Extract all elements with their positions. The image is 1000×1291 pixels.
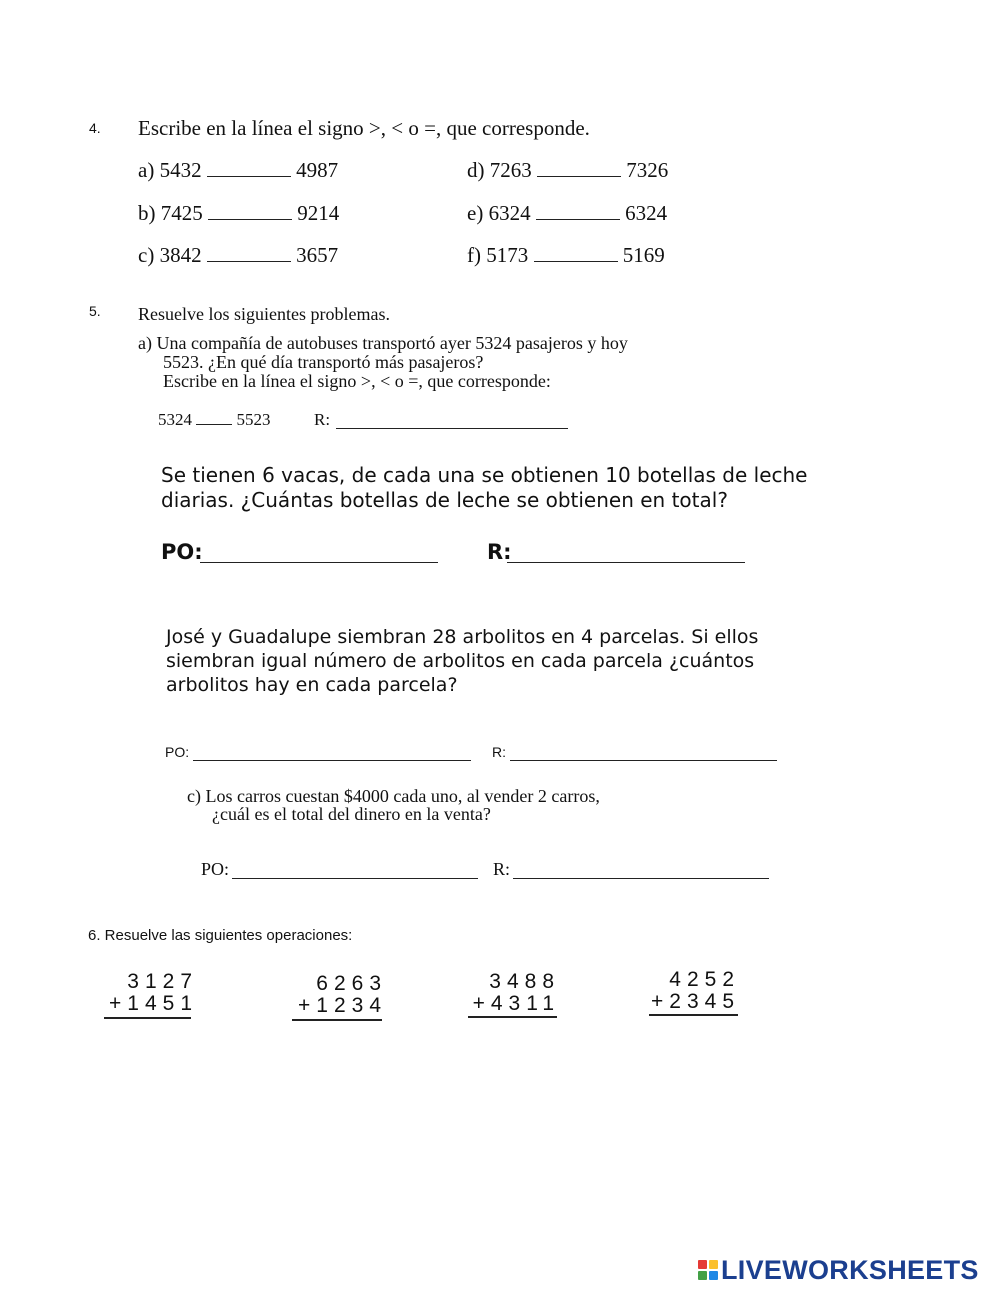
item-label: c) xyxy=(138,243,155,267)
sum-line[interactable] xyxy=(649,1014,738,1016)
problem-arbolitos-line1: José y Guadalupe siembran 28 arbolitos en 4 parcelas. Si ellos xyxy=(166,626,759,648)
q5-instruction: Resuelve los siguientes problemas. xyxy=(138,304,390,324)
problem-a-line1: a) Una compañía de autobuses transportó ayer 5324 pasajeros y hoy xyxy=(138,333,628,353)
problem-arbolitos-r-label: R: xyxy=(492,744,506,760)
answer-blank[interactable] xyxy=(534,260,618,262)
problem-arbolitos-line2: siembran igual número de arbolitos en cada parcela ¿cuántos xyxy=(166,650,755,672)
item-label: f) xyxy=(467,243,481,267)
q4-item-c xyxy=(138,243,338,268)
problem-c-r-label: R: xyxy=(493,859,511,879)
problem-vacas-line1: Se tienen 6 vacas, de cada una se obtienen 10 botellas de leche xyxy=(161,463,808,487)
right-number: 6324 xyxy=(625,201,668,225)
problem-a-answer-line[interactable] xyxy=(336,428,568,429)
q4-item-f xyxy=(467,243,665,268)
problem-c-po-line[interactable] xyxy=(232,878,478,879)
left-number: 7425 xyxy=(160,201,203,225)
logo-squares-icon xyxy=(698,1260,718,1280)
liveworksheets-logo xyxy=(698,1256,979,1284)
q4-item-d xyxy=(467,158,668,183)
problem-a-comparison xyxy=(158,410,271,430)
operation-top: 4252 xyxy=(669,968,740,991)
sign-blank[interactable] xyxy=(196,423,232,425)
logo-square xyxy=(709,1260,718,1269)
problem-arbolitos-po-label: PO: xyxy=(165,744,190,760)
q5-number: 5. xyxy=(89,303,101,319)
item-label: d) xyxy=(467,158,485,182)
operation-top: 3488 xyxy=(489,970,560,993)
right-number: 7326 xyxy=(626,158,669,182)
operation-bottom: +2345 xyxy=(651,990,740,1013)
operation-top: 3127 xyxy=(127,970,198,993)
problem-arbolitos-line3: arbolitos hay en cada parcela? xyxy=(166,674,458,696)
q4-item-b xyxy=(138,201,339,226)
problem-vacas-r-line[interactable] xyxy=(507,562,745,563)
item-label: e) xyxy=(467,201,484,225)
problem-arbolitos-po-line[interactable] xyxy=(193,760,471,761)
answer-blank[interactable] xyxy=(536,218,620,220)
item-label: b) xyxy=(138,201,156,225)
problem-vacas-po-label: PO: xyxy=(161,540,203,564)
problem-a-answer-label: R: xyxy=(314,410,331,429)
sum-line[interactable] xyxy=(468,1016,557,1018)
operation-bottom: +1234 xyxy=(298,994,387,1017)
q6-instruction: 6. Resuelve las siguientes operaciones: xyxy=(88,927,353,944)
answer-blank[interactable] xyxy=(207,260,291,262)
logo-square xyxy=(698,1271,707,1280)
operation-top: 6263 xyxy=(316,972,387,995)
left-number: 5173 xyxy=(486,243,529,267)
right-number: 5169 xyxy=(622,243,665,267)
sum-line[interactable] xyxy=(292,1019,382,1021)
left-number: 5324 xyxy=(158,410,192,429)
left-number: 6324 xyxy=(488,201,531,225)
q4-item-e xyxy=(467,201,667,226)
left-number: 5432 xyxy=(159,158,202,182)
answer-blank[interactable] xyxy=(207,175,291,177)
right-number: 4987 xyxy=(296,158,339,182)
right-number: 5523 xyxy=(236,410,271,429)
operation-bottom: +4311 xyxy=(472,992,560,1015)
problem-c-line2: ¿cuál es el total del dinero en la venta? xyxy=(212,804,491,824)
logo-text: LIVEWORKSHEETS xyxy=(721,1254,979,1285)
answer-blank[interactable] xyxy=(537,175,621,177)
problem-a-line3: Escribe en la línea el signo >, < o =, que corresponde: xyxy=(163,371,551,391)
problem-c-line1: c) Los carros cuestan $4000 cada uno, al vender 2 carros, xyxy=(187,786,600,806)
item-label: a) xyxy=(138,158,155,182)
operation-bottom: +1451 xyxy=(109,992,198,1015)
q4-item-a xyxy=(138,158,338,183)
q4-number: 4. xyxy=(89,120,101,136)
right-number: 9214 xyxy=(297,201,340,225)
answer-blank[interactable] xyxy=(208,218,292,220)
logo-square xyxy=(709,1271,718,1280)
problem-c-po-label: PO: xyxy=(201,859,230,879)
problem-vacas-po-line[interactable] xyxy=(200,562,438,563)
problem-arbolitos-r-line[interactable] xyxy=(510,760,777,761)
logo-square xyxy=(698,1260,707,1269)
left-number: 3842 xyxy=(159,243,202,267)
left-number: 7263 xyxy=(489,158,532,182)
problem-c-r-line[interactable] xyxy=(513,878,769,879)
problem-a-line2: 5523. ¿En qué día transportó más pasajeros? xyxy=(163,352,484,372)
problem-vacas-r-label: R: xyxy=(487,540,512,564)
sum-line[interactable] xyxy=(104,1017,191,1019)
right-number: 3657 xyxy=(296,243,339,267)
q4-instruction: Escribe en la línea el signo >, < o =, que corresponde. xyxy=(138,116,590,140)
problem-vacas-line2: diarias. ¿Cuántas botellas de leche se obtienen en total? xyxy=(161,488,728,512)
